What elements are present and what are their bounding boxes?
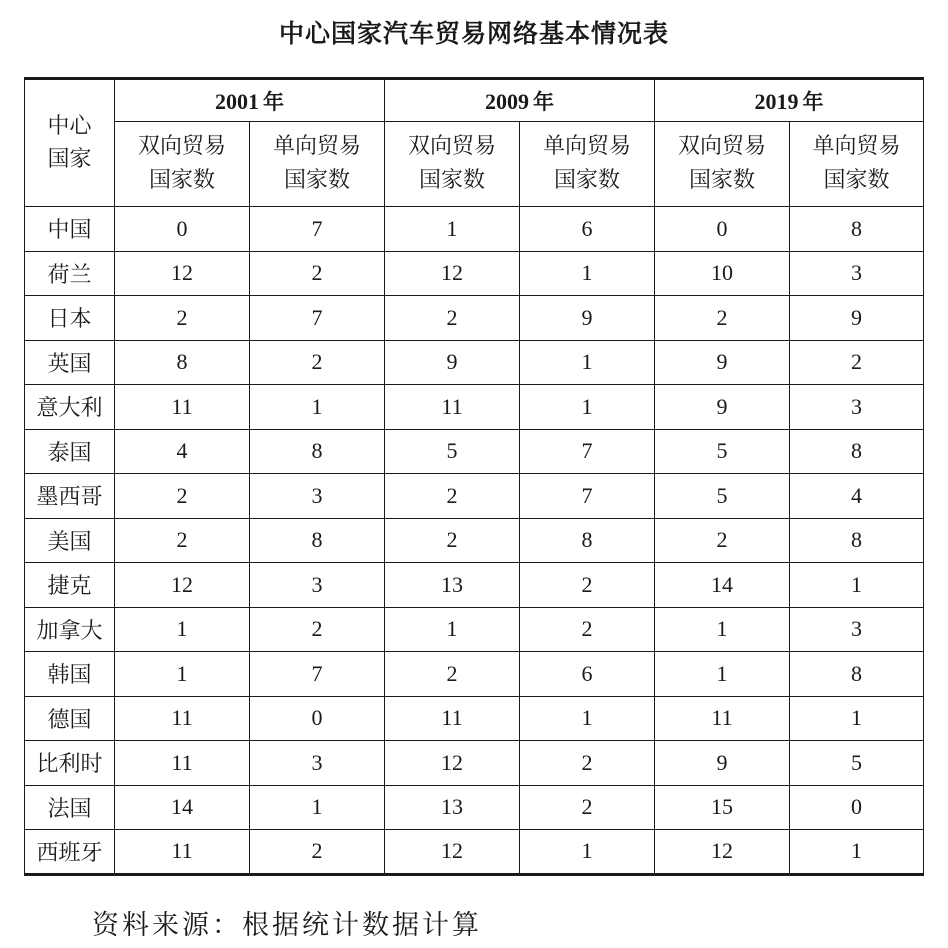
subheader-line2: 国家数	[148, 168, 215, 193]
value-cell: 12	[385, 741, 520, 786]
value-cell: 13	[385, 785, 520, 830]
value-cell: 1	[250, 385, 385, 430]
country-cell: 西班牙	[25, 830, 115, 875]
country-cell: 日本	[25, 296, 115, 341]
year-number: 2001	[215, 88, 259, 114]
corner-header	[25, 79, 115, 207]
country-cell: 泰国	[25, 429, 115, 474]
value-cell: 2	[115, 296, 250, 341]
value-cell: 8	[790, 518, 924, 563]
value-cell: 2	[115, 518, 250, 563]
value-cell: 2	[520, 607, 655, 652]
corner-label-line1: 中心	[47, 114, 92, 139]
table-row	[25, 696, 924, 741]
table-row	[25, 652, 924, 697]
value-cell: 5	[790, 741, 924, 786]
value-cell: 3	[250, 741, 385, 786]
value-cell: 3	[250, 474, 385, 519]
value-cell: 11	[385, 385, 520, 430]
country-cell: 德国	[25, 696, 115, 741]
subheader-line2: 国家数	[418, 168, 485, 193]
value-cell: 8	[790, 652, 924, 697]
year-header-2009	[385, 79, 655, 122]
table-row	[25, 251, 924, 296]
value-cell: 11	[115, 830, 250, 875]
country-cell: 中国	[25, 207, 115, 252]
source-note: 资料来源：根据统计数据计算	[92, 910, 482, 941]
subheader-line2: 国家数	[688, 168, 755, 193]
subheader-line2: 国家数	[283, 168, 350, 193]
table-row	[25, 385, 924, 430]
subheader-line1: 双向贸易	[407, 134, 496, 159]
value-cell: 1	[520, 251, 655, 296]
value-cell: 11	[115, 696, 250, 741]
value-cell: 13	[385, 563, 520, 608]
value-cell: 2	[250, 340, 385, 385]
table-row	[25, 429, 924, 474]
value-cell: 2	[520, 563, 655, 608]
value-cell: 7	[250, 652, 385, 697]
subheader-line1: 单向贸易	[542, 134, 631, 159]
value-cell: 8	[250, 518, 385, 563]
table-row	[25, 785, 924, 830]
value-cell: 5	[385, 429, 520, 474]
value-cell: 1	[520, 696, 655, 741]
value-cell: 1	[790, 563, 924, 608]
value-cell: 2	[790, 340, 924, 385]
value-cell: 1	[520, 385, 655, 430]
subheader-unidirectional	[790, 122, 924, 207]
value-cell: 0	[115, 207, 250, 252]
country-cell: 法国	[25, 785, 115, 830]
subheader-line1: 双向贸易	[137, 134, 226, 159]
value-cell: 9	[790, 296, 924, 341]
value-cell: 9	[385, 340, 520, 385]
value-cell: 8	[520, 518, 655, 563]
country-cell: 比利时	[25, 741, 115, 786]
subheader-bidirectional	[115, 122, 250, 207]
value-cell: 1	[655, 607, 790, 652]
table-row	[25, 207, 924, 252]
value-cell: 9	[655, 340, 790, 385]
value-cell: 11	[655, 696, 790, 741]
table-title: 中心国家汽车贸易网络基本情况表	[278, 19, 669, 48]
value-cell: 5	[655, 474, 790, 519]
value-cell: 12	[115, 251, 250, 296]
table-row	[25, 607, 924, 652]
value-cell: 15	[655, 785, 790, 830]
table-row	[25, 296, 924, 341]
value-cell: 1	[790, 830, 924, 875]
value-cell: 12	[385, 251, 520, 296]
value-cell: 1	[115, 607, 250, 652]
subheader-unidirectional	[520, 122, 655, 207]
year-header-2019	[655, 79, 924, 122]
value-cell: 9	[655, 741, 790, 786]
value-cell: 12	[115, 563, 250, 608]
value-cell: 1	[520, 830, 655, 875]
table-row	[25, 830, 924, 875]
country-cell: 美国	[25, 518, 115, 563]
value-cell: 3	[790, 251, 924, 296]
corner-label-line2: 国家	[47, 147, 92, 172]
value-cell: 2	[520, 785, 655, 830]
country-cell: 墨西哥	[25, 474, 115, 519]
subheader-unidirectional	[250, 122, 385, 207]
year-unit: 年	[263, 89, 284, 114]
value-cell: 8	[790, 429, 924, 474]
value-cell: 3	[790, 385, 924, 430]
subheader-line1: 单向贸易	[272, 134, 361, 159]
value-cell: 4	[790, 474, 924, 519]
subheader-line1: 双向贸易	[677, 134, 766, 159]
country-cell: 荷兰	[25, 251, 115, 296]
value-cell: 1	[115, 652, 250, 697]
value-cell: 8	[790, 207, 924, 252]
value-cell: 11	[385, 696, 520, 741]
value-cell: 2	[115, 474, 250, 519]
subheader-line2: 国家数	[823, 168, 890, 193]
value-cell: 2	[385, 296, 520, 341]
value-cell: 6	[520, 652, 655, 697]
value-cell: 14	[655, 563, 790, 608]
value-cell: 7	[250, 296, 385, 341]
value-cell: 1	[250, 785, 385, 830]
value-cell: 5	[655, 429, 790, 474]
value-cell: 7	[520, 429, 655, 474]
value-cell: 12	[385, 830, 520, 875]
subheader-line2: 国家数	[553, 168, 620, 193]
table-row	[25, 563, 924, 608]
value-cell: 2	[250, 830, 385, 875]
value-cell: 7	[520, 474, 655, 519]
value-cell: 9	[655, 385, 790, 430]
value-cell: 4	[115, 429, 250, 474]
value-cell: 2	[385, 652, 520, 697]
value-cell: 8	[250, 429, 385, 474]
country-cell: 意大利	[25, 385, 115, 430]
value-cell: 1	[385, 607, 520, 652]
value-cell: 11	[115, 741, 250, 786]
subheader-bidirectional	[385, 122, 520, 207]
year-header-2001	[115, 79, 385, 122]
value-cell: 2	[385, 474, 520, 519]
value-cell: 7	[250, 207, 385, 252]
table-row	[25, 340, 924, 385]
value-cell: 0	[655, 207, 790, 252]
value-cell: 6	[520, 207, 655, 252]
table-row	[25, 741, 924, 786]
value-cell: 1	[520, 340, 655, 385]
year-unit: 年	[533, 89, 554, 114]
value-cell: 1	[655, 652, 790, 697]
value-cell: 0	[250, 696, 385, 741]
value-cell: 3	[250, 563, 385, 608]
value-cell: 0	[790, 785, 924, 830]
subheader-bidirectional	[655, 122, 790, 207]
value-cell: 10	[655, 251, 790, 296]
year-header-row	[25, 79, 924, 122]
value-cell: 1	[790, 696, 924, 741]
country-cell: 韩国	[25, 652, 115, 697]
value-cell: 2	[520, 741, 655, 786]
subheader-row	[25, 122, 924, 207]
subheader-line1: 单向贸易	[812, 134, 901, 159]
value-cell: 3	[790, 607, 924, 652]
country-cell: 加拿大	[25, 607, 115, 652]
year-number: 2009	[485, 88, 529, 114]
value-cell: 2	[250, 607, 385, 652]
value-cell: 8	[115, 340, 250, 385]
trade-network-table	[24, 77, 924, 876]
year-number: 2019	[754, 88, 799, 114]
value-cell: 12	[655, 830, 790, 875]
value-cell: 9	[520, 296, 655, 341]
value-cell: 2	[250, 251, 385, 296]
table-row	[25, 474, 924, 519]
value-cell: 1	[385, 207, 520, 252]
year-unit: 年	[802, 89, 824, 114]
value-cell: 2	[655, 296, 790, 341]
value-cell: 2	[655, 518, 790, 563]
table-row	[25, 518, 924, 563]
value-cell: 11	[115, 385, 250, 430]
country-cell: 英国	[25, 340, 115, 385]
value-cell: 14	[115, 785, 250, 830]
table-body	[25, 207, 924, 875]
country-cell: 捷克	[25, 563, 115, 608]
value-cell: 2	[385, 518, 520, 563]
